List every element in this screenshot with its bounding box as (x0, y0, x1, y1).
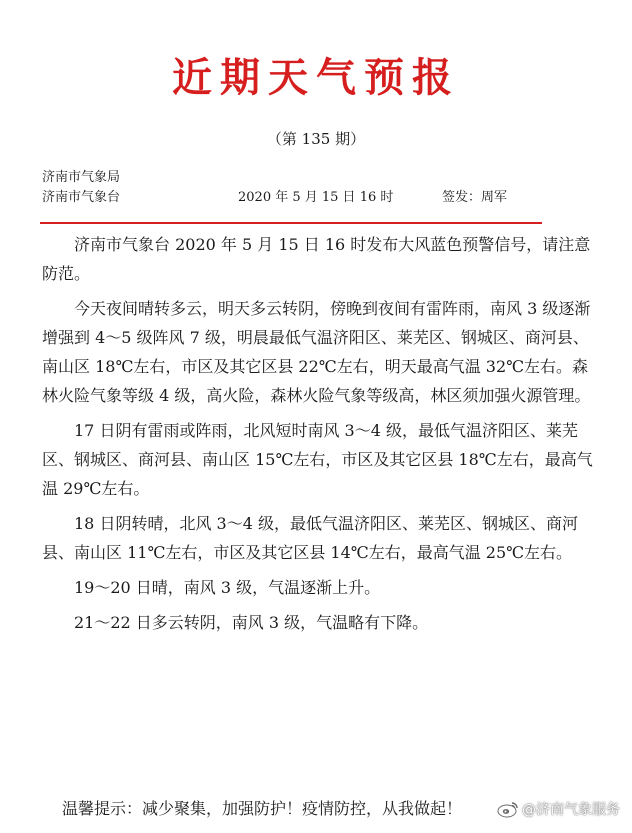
signer: 签发：周军 (442, 190, 508, 205)
issue-number: （第 135 期） (266, 130, 366, 148)
issuer-station: 济南市气象台 (42, 190, 121, 205)
document-title: 近期天气预报 (172, 55, 460, 101)
paragraph-today: 今天夜间晴转多云，明天多云转阴，傍晚到夜间有雷阵雨，南风 3 级逐渐增强到 4～5 级阵风 7 级，明晨最低气温济阳区、莱芜区、钢城区、商河县、南山区 18℃左右，市区及其它区县 22℃左右，明天最高气温 32℃左右。森林火险气象等级 4 级，高火险，森林火险气象等级高，林区须加强火源管理。 (42, 299, 591, 405)
paragraph-day-18: 18 日阴转晴，北风 3～4 级，最低气温济阳区、莱芜区、钢城区、商河县、南山区 11℃左右，市区及其它区县 14℃左右，最高气温 25℃左右。 (42, 514, 578, 562)
issuer-bureau: 济南市气象局 (42, 170, 121, 185)
weibo-icon (497, 800, 519, 818)
issue-datetime: 2020 年 5 月 15 日 16 时 (238, 190, 394, 205)
paragraph-day-21-22: 21～22 日多云转阴，南风 3 级，气温略有下降。 (74, 613, 429, 632)
paragraph-warning: 济南市气象台 2020 年 5 月 15 日 16 时发布大风蓝色预警信号，请注意防范。 (42, 235, 591, 283)
watermark-text: @济南气象服务 (522, 802, 620, 818)
paragraph-day-19-20: 19～20 日晴，南风 3 级，气温逐渐上升。 (74, 578, 381, 597)
paragraph-day-17: 17 日阴有雷雨或阵雨，北风短时南风 3～4 级，最低气温济阳区、莱芜区、钢城区、商河县、南山区 15℃左右，市区及其它区县 18℃左右，最高气温 29℃左右。 (42, 421, 593, 498)
warm-tip: 温馨提示：减少聚集，加强防护！疫情防控，从我做起！ (62, 799, 463, 818)
forecast-body (42, 230, 602, 643)
weibo-watermark (497, 799, 620, 819)
red-divider (40, 222, 542, 224)
